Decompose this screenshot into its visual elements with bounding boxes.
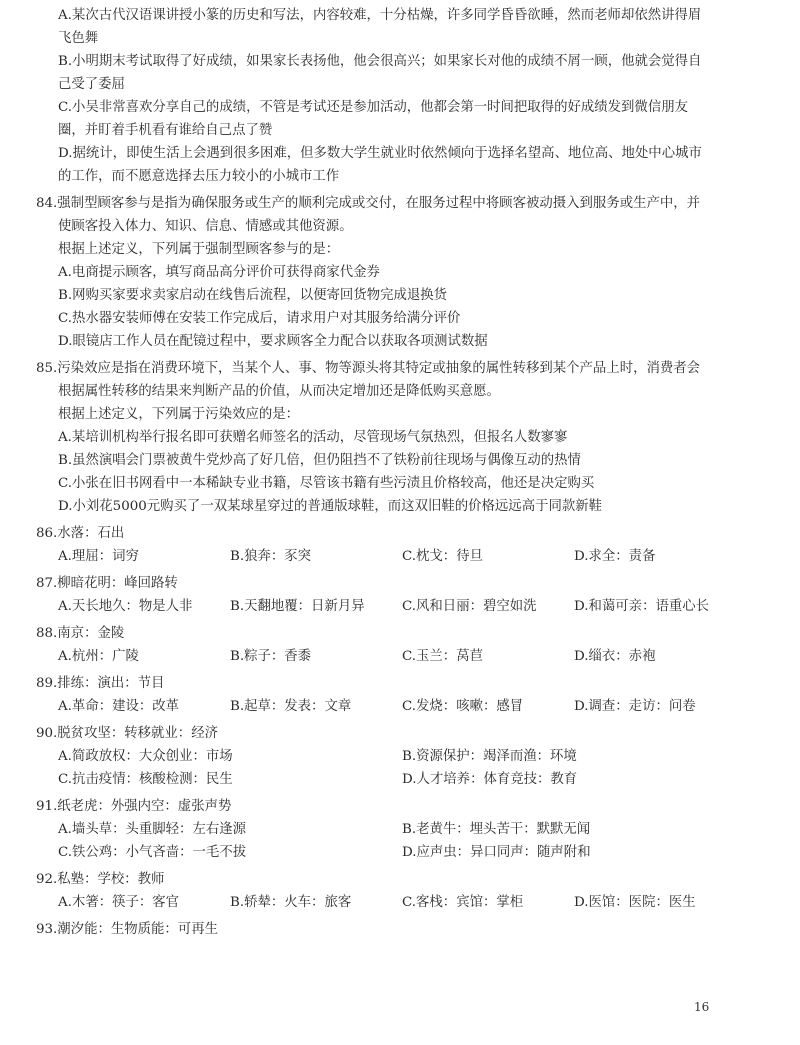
q92-option-d: D.医馆：医院：医生	[574, 895, 696, 910]
q90-option-d: D.人才培养：体育竞技：教育	[402, 772, 578, 787]
q88-title: 88.南京：金陵	[36, 626, 125, 641]
q84-option-a: A.电商提示顾客，填写商品高分评价可获得商家代金券	[58, 265, 380, 280]
q84-option-c: C.热水器安装师傅在安装工作完成后，请求用户对其服务给满分评价	[58, 311, 461, 326]
q91-option-c: C.铁公鸡：小气吝啬：一毛不拔	[58, 845, 247, 860]
q85-prompt: 根据上述定义，下列属于污染效应的是：	[58, 407, 300, 422]
q91-option-b: B.老黄牛：埋头苦干：默默无闻	[402, 822, 591, 837]
q83-option-c-line2: 圈，并盯着手机看有谁给自己点了赞	[58, 123, 273, 138]
q88-options	[36, 645, 781, 668]
question-93	[36, 918, 781, 941]
q92-options	[36, 891, 781, 914]
q88-option-c: C.玉兰：莴苣	[402, 649, 483, 664]
q90-title: 90.脱贫攻坚：转移就业：经济	[36, 726, 218, 741]
q87-option-a: A.天长地久：物是人非	[58, 599, 193, 614]
q90-options-row2	[36, 768, 781, 791]
q92-title: 92.私塾：学校：教师	[36, 872, 165, 887]
q87-option-c: C.风和日丽：碧空如洗	[402, 599, 537, 614]
q87-options	[36, 595, 781, 618]
q85-option-a: A.某培训机构举行报名即可获赠名师签名的活动，尽管现场气氛热烈，但报名人数寥寥	[58, 430, 568, 445]
q83-option-a-line1: A.某次古代汉语课讲授小篆的历史和写法，内容较难，十分枯燥，许多同学昏昏欲睡，然而老师却依然讲得眉	[58, 8, 702, 23]
q86-option-a: A.理屈：词穷	[58, 549, 139, 564]
q85-option-d: D.小刘花5000元购买了一双某球星穿过的普通版球鞋，而这双旧鞋的价格远远高于同款新鞋	[58, 499, 603, 514]
q89-option-d: D.调查：走访：问卷	[574, 699, 696, 714]
q89-option-b: B.起草：发表：文章	[230, 699, 352, 714]
q83-option-b-line2: 己受了委屈	[58, 77, 125, 92]
q83-option-b-line1: B.小明期末考试取得了好成绩，如果家长表扬他，他会很高兴；如果家长对他的成绩不屑一顾，他就会觉得自	[58, 54, 702, 69]
q86-options	[36, 545, 781, 568]
question-84	[36, 192, 781, 353]
q87-title: 87.柳暗花明：峰回路转	[36, 576, 178, 591]
q86-title: 86.水落：石出	[36, 526, 125, 541]
page-content	[36, 4, 781, 941]
question-87	[36, 572, 781, 618]
q83-option-a-line2: 飞色舞	[58, 31, 99, 46]
q91-options-row2	[36, 841, 781, 864]
q92-option-a: A.木箸：筷子：客官	[58, 895, 180, 910]
q87-option-b: B.天翻地覆：日新月异	[230, 599, 365, 614]
question-86	[36, 522, 781, 568]
question-90	[36, 722, 781, 791]
q90-option-c: C.抗击疫情：核酸检测：民生	[58, 772, 233, 787]
q86-option-c: C.枕戈：待旦	[402, 549, 483, 564]
q85-option-b: B.虽然演唱会门票被黄牛党炒高了好几倍，但仍阻挡不了铁粉前往现场与偶像互动的热情	[58, 453, 581, 468]
q91-title: 91.纸老虎：外强内空：虚张声势	[36, 799, 232, 814]
q87-option-d: D.和蔼可亲：语重心长	[574, 599, 710, 614]
q89-option-c: C.发烧：咳嗽：感冒	[402, 699, 524, 714]
q89-option-a: A.革命：建设：改革	[58, 699, 180, 714]
q90-option-a: A.简政放权：大众创业：市场	[58, 749, 233, 764]
q86-option-b: B.狼奔：豕突	[230, 549, 312, 564]
q84-option-d: D.眼镜店工作人员在配镜过程中，要求顾客全力配合以获取各项测试数据	[58, 334, 488, 349]
question-83-options	[36, 4, 781, 188]
q83-option-d-line1: D.据统计，即使生活上会遇到很多困难，但多数大学生就业时依然倾向于选择名望高、地位高、地处中心城市	[58, 146, 702, 161]
q84-prompt: 根据上述定义，下列属于强制型顾客参与的是：	[58, 242, 340, 257]
question-88	[36, 622, 781, 668]
q83-option-d-line2: 的工作，而不愿意选择去压力较小的小城市工作	[58, 169, 340, 184]
q88-option-d: D.缁衣：赤袍	[574, 649, 656, 664]
q85-stem-line2: 根据属性转移的结果来判断产品的价值，从而决定增加还是降低购买意愿。	[58, 384, 500, 399]
page-number: 16	[694, 1000, 710, 1014]
q85-stem-line1: 85.污染效应是指在消费环境下，当某个人、事、物等源头将其特定或抽象的属性转移到某个产品上时，消费者会	[36, 361, 701, 376]
q89-options	[36, 695, 781, 718]
q91-option-d: D.应声虫：异口同声：随声附和	[402, 845, 591, 860]
q90-options-row1	[36, 745, 781, 768]
question-92	[36, 868, 781, 914]
q83-option-c-line1: C.小吴非常喜欢分享自己的成绩，不管是考试还是参加活动，他都会第一时间把取得的好成绩发到微信朋友	[58, 100, 688, 115]
q84-stem-line1: 84.强制型顾客参与是指为确保服务或生产的顺利完成或交付，在服务过程中将顾客被动摄入到服务或生产中，并	[36, 196, 701, 211]
q92-option-c: C.客栈：宾馆：掌柜	[402, 895, 524, 910]
q88-option-b: B.粽子：香黍	[230, 649, 312, 664]
q92-option-b: B.轿辇：火车：旅客	[230, 895, 352, 910]
q89-title: 89.排练：演出：节目	[36, 676, 165, 691]
q93-title: 93.潮汐能：生物质能：可再生	[36, 922, 218, 937]
q86-option-d: D.求全：责备	[574, 549, 656, 564]
q88-option-a: A.杭州：广陵	[58, 649, 139, 664]
q91-options-row1	[36, 818, 781, 841]
question-85	[36, 357, 781, 518]
q85-option-c: C.小张在旧书网看中一本稀缺专业书籍，尽管该书籍有些污渍且价格较高，他还是决定购买	[58, 476, 595, 491]
q91-option-a: A.墙头草：头重脚轻：左右逢源	[58, 822, 247, 837]
q84-option-b: B.网购买家要求卖家启动在线售后流程，以便寄回货物完成退换货	[58, 288, 448, 303]
q90-option-b: B.资源保护：竭泽而渔：环境	[402, 749, 577, 764]
q84-stem-line2: 使顾客投入体力、知识、信息、情感或其他资源。	[58, 219, 353, 234]
question-89	[36, 672, 781, 718]
question-91	[36, 795, 781, 864]
